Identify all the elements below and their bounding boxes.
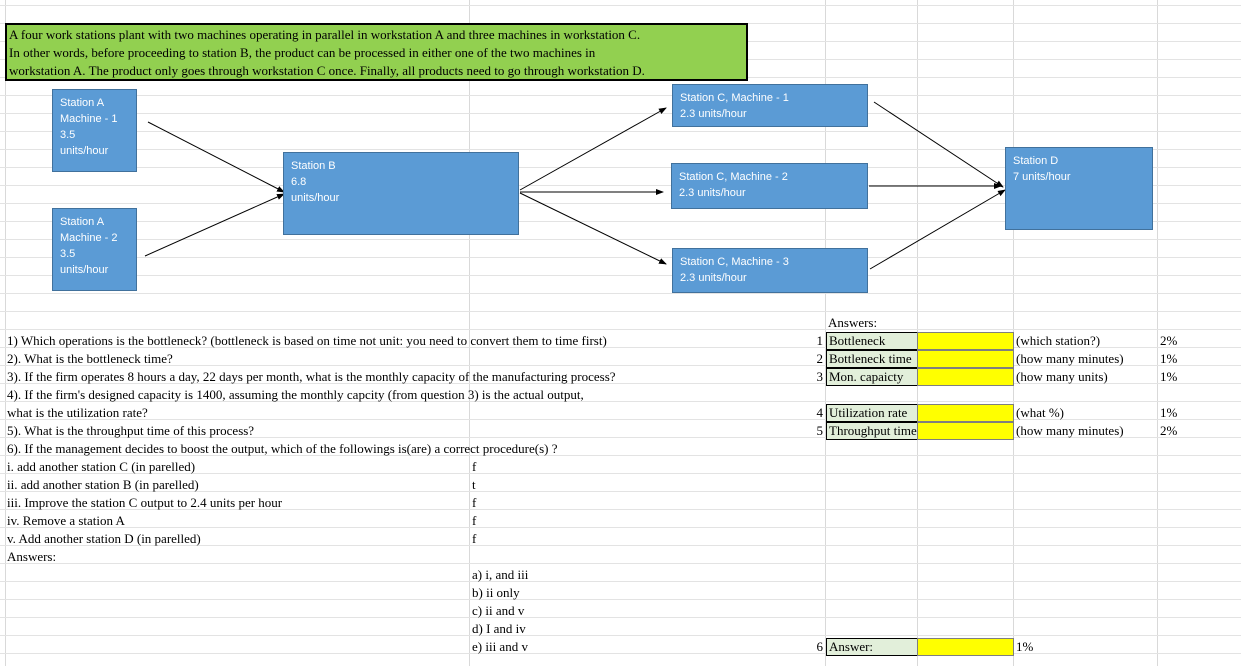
row-number: 5 <box>816 423 823 438</box>
arrow-a1-to-b <box>148 122 284 192</box>
machine-label: Machine - 2 <box>60 232 118 244</box>
choice-a[interactable]: a) i, and iii <box>472 567 529 582</box>
station-c-machine-3[interactable] <box>672 248 868 293</box>
rate-value: 3.5 <box>60 248 76 260</box>
row-number: 3 <box>816 369 823 384</box>
rate-label: 2.3 units/hour <box>680 272 747 284</box>
option-mark[interactable]: f <box>472 495 477 510</box>
choice-c[interactable]: c) ii and v <box>472 603 525 618</box>
rate-value: 3.5 <box>60 129 76 141</box>
answer-weight: 1% <box>1016 639 1034 654</box>
option-text[interactable]: iii. Improve the station C output to 2.4 units per hour <box>7 495 283 510</box>
answer-weight: 2% <box>1160 333 1178 348</box>
answer-label-monthly-capacity: Mon. capaicty <box>826 368 918 386</box>
rate-label: 2.3 units/hour <box>680 108 747 120</box>
answer-input-throughput[interactable] <box>917 422 1014 440</box>
choice-d[interactable]: d) I and iv <box>472 621 526 636</box>
station-label: Station A <box>60 216 105 228</box>
rate-unit: units/hour <box>60 264 109 276</box>
arrow-c1-to-d <box>874 102 1003 187</box>
answers-label[interactable]: Answers: <box>7 549 57 564</box>
intro-line: A four work stations plant with two machines operating in parallel in workstation A and three machines in workstation C. <box>9 27 641 42</box>
option-text[interactable]: ii. add another station B (in parelled) <box>7 477 199 492</box>
answer-label-utilization: Utilization rate <box>826 404 918 422</box>
question-1[interactable]: 1) Which operations is the bottleneck? (bottleneck is based on time not unit: you need to convert them to time first) <box>7 333 607 348</box>
row-number: 1 <box>816 333 823 348</box>
rate-unit: units/hour <box>60 145 109 157</box>
option-text[interactable]: v. Add another station D (in parelled) <box>7 531 201 546</box>
option-text[interactable]: i. add another station C (in parelled) <box>7 459 196 474</box>
arrow-b-to-c1 <box>520 108 666 190</box>
arrow-b-to-c3 <box>520 193 666 264</box>
answer-label-bottleneck: Bottleneck <box>826 332 918 350</box>
answer-hint: (how many minutes) <box>1016 423 1124 438</box>
choice-b[interactable]: b) ii only <box>472 585 520 600</box>
answer-hint: (what %) <box>1016 405 1065 420</box>
row-number: 2 <box>816 351 823 366</box>
question-6[interactable]: 6). If the management decides to boost the output, which of the followings is(are) a correct procedure(s) ? <box>7 441 558 456</box>
station-b[interactable] <box>283 152 519 235</box>
station-label: Station C, Machine - 2 <box>679 171 788 183</box>
row-number: 6 <box>816 639 823 654</box>
question-3[interactable]: 3). If the firm operates 8 hours a day, 22 days per month, what is the monthly capacity of the manufacturing process? <box>7 369 616 384</box>
answer-weight: 2% <box>1160 423 1178 438</box>
answer-weight: 1% <box>1160 369 1178 384</box>
question-4[interactable]: 4). If the firm's designed capacity is 1400, assuming the monthly capcity (from question 3) is the actual output, <box>7 387 584 402</box>
row-number: 4 <box>816 405 823 420</box>
answer-label-final: Answer: <box>826 638 918 656</box>
answer-input-bottleneck-time[interactable] <box>917 350 1014 368</box>
station-label: Station C, Machine - 3 <box>680 256 789 268</box>
intro-line: In other words, before proceeding to station B, the product can be processed in either one of the two machines in <box>9 45 596 60</box>
question-2[interactable]: 2). What is the bottleneck time? <box>7 351 173 366</box>
answer-hint: (which station?) <box>1016 333 1101 348</box>
question-5[interactable]: 5). What is the throughput time of this process? <box>7 423 255 438</box>
answer-input-bottleneck[interactable] <box>917 332 1014 350</box>
station-a-machine-2[interactable] <box>52 208 137 291</box>
rate-label: 7 units/hour <box>1013 171 1071 183</box>
option-mark[interactable]: f <box>472 531 477 546</box>
station-label: Station A <box>60 97 105 109</box>
question-4-cont[interactable]: what is the utilization rate? <box>7 405 148 420</box>
answer-input-final[interactable] <box>917 638 1014 656</box>
answer-weight: 1% <box>1160 351 1178 366</box>
answers-header: Answers: <box>828 315 878 330</box>
option-mark[interactable]: t <box>472 477 476 492</box>
rate-label: 2.3 units/hour <box>679 187 746 199</box>
choice-e[interactable]: e) iii and v <box>472 639 528 654</box>
station-c-machine-2[interactable] <box>671 163 868 209</box>
station-label: Station D <box>1013 155 1059 167</box>
machine-label: Machine - 1 <box>60 113 118 125</box>
station-c-machine-1[interactable] <box>672 84 868 127</box>
answer-input-monthly-capacity[interactable] <box>917 368 1014 386</box>
answer-weight: 1% <box>1160 405 1178 420</box>
arrow-a2-to-b <box>145 194 284 256</box>
intro-line: workstation A. The product only goes through workstation C once. Finally, all products need to go through workstation D. <box>9 63 645 78</box>
answer-label-throughput: Throughput time <box>826 422 918 440</box>
rate-value: 6.8 <box>291 176 307 188</box>
answer-label-bottleneck-time: Bottleneck time <box>826 350 918 368</box>
station-label: Station B <box>291 160 336 172</box>
rate-unit: units/hour <box>291 192 340 204</box>
station-d[interactable] <box>1005 147 1153 230</box>
answer-input-utilization[interactable] <box>917 404 1014 422</box>
station-label: Station C, Machine - 1 <box>680 92 789 104</box>
option-mark[interactable]: f <box>472 459 477 474</box>
option-text[interactable]: iv. Remove a station A <box>7 513 125 528</box>
answer-hint: (how many minutes) <box>1016 351 1124 366</box>
arrow-c3-to-d <box>870 190 1005 269</box>
answer-hint: (how many units) <box>1016 369 1108 384</box>
station-a-machine-1[interactable] <box>52 89 137 172</box>
option-mark[interactable]: f <box>472 513 477 528</box>
